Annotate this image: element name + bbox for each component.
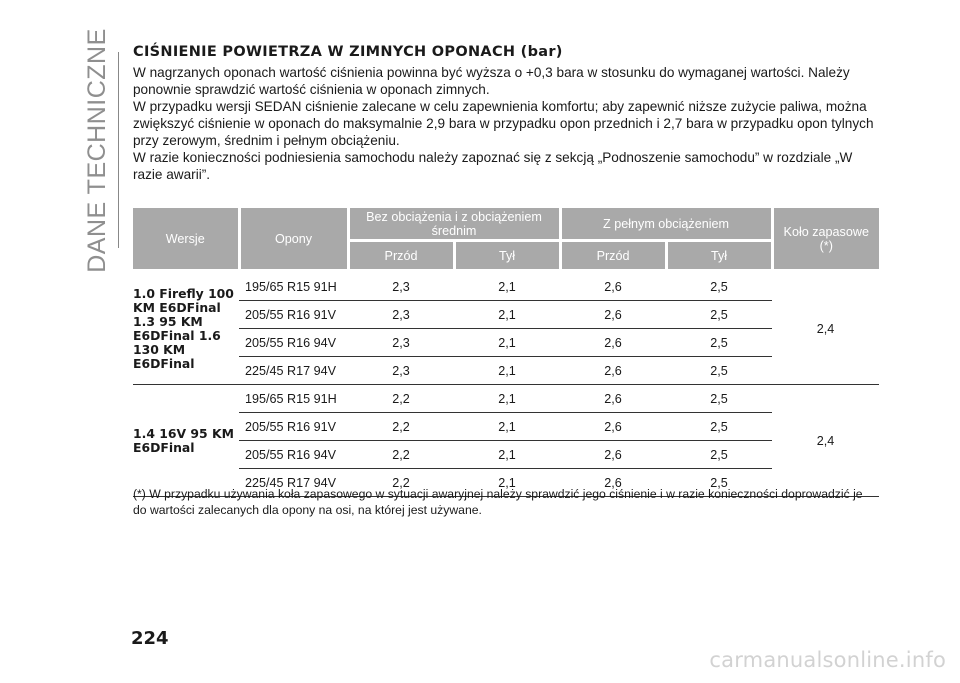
pressure-cell: 2,3 (348, 301, 454, 329)
header-versions: Wersje (133, 208, 239, 269)
pressure-cell: 2,2 (348, 469, 454, 497)
pressure-cell: 2,1 (454, 301, 560, 329)
pressure-cell: 2,1 (454, 385, 560, 413)
site-watermark: carmanualsonline.info (709, 648, 946, 672)
lifting-paragraph: W razie konieczności podniesienia samochodu należy zapoznać się z sekcją „Podnoszenie samochodu” w rozdziale „W razie awarii”. (133, 150, 853, 182)
pressure-cell: 2,5 (666, 269, 772, 301)
pressure-cell: 2,6 (560, 269, 666, 301)
pressure-cell: 2,1 (454, 357, 560, 385)
pressure-cell: 2,6 (560, 385, 666, 413)
table-row (133, 329, 879, 357)
chapter-side-tab (80, 27, 114, 273)
table-row (133, 301, 879, 329)
table-group-1 (133, 269, 879, 385)
table-row (133, 269, 879, 301)
tyre-size-cell: 205/55 R16 94V (239, 441, 348, 469)
pressure-cell: 2,3 (348, 269, 454, 301)
tyre-size-cell: 205/55 R16 94V (239, 329, 348, 357)
pressure-cell: 2,6 (560, 469, 666, 497)
header-medium-rear: Tył (454, 241, 560, 270)
pressure-cell: 2,6 (560, 441, 666, 469)
page-number: 224 (131, 628, 169, 649)
table-row (133, 385, 879, 413)
table-row (133, 413, 879, 441)
version-cell: 1.4 16V 95 KM E6DFinal (133, 385, 239, 497)
tyre-size-cell: 225/45 R17 94V (239, 469, 348, 497)
spare-pressure-cell: 2,4 (772, 385, 879, 497)
header-medium-front: Przód (348, 241, 454, 270)
pressure-cell: 2,5 (666, 385, 772, 413)
pressure-cell: 2,2 (348, 441, 454, 469)
pressure-cell: 2,6 (560, 413, 666, 441)
version-cell: 1.0 Firefly 100 KM E6DFinal 1.3 95 KM E6DFinal 1.6 130 KM E6DFinal (133, 269, 239, 385)
table-row (133, 441, 879, 469)
intro-paragraph: W nagrzanych oponach wartość ciśnienia powinna być wyższa o +0,3 bara w stosunku do wymaganej wartości. Należy ponownie sprawdzić wartość ciśnienia w oponach zimnych. (133, 65, 850, 97)
pressure-cell: 2,1 (454, 441, 560, 469)
pressure-cell: 2,1 (454, 469, 560, 497)
tyre-size-cell: 225/45 R17 94V (239, 357, 348, 385)
pressure-cell: 2,1 (454, 269, 560, 301)
pressure-cell: 2,5 (666, 413, 772, 441)
tyre-size-cell: 195/65 R15 91H (239, 269, 348, 301)
header-tyres: Opony (239, 208, 348, 269)
pressure-cell: 2,5 (666, 441, 772, 469)
section-body (133, 44, 879, 183)
pressure-cell: 2,5 (666, 301, 772, 329)
table-group-2 (133, 385, 879, 497)
tyre-size-cell: 195/65 R15 91H (239, 385, 348, 413)
pressure-cell: 2,2 (348, 385, 454, 413)
pressure-cell: 2,5 (666, 357, 772, 385)
tyre-size-cell: 205/55 R16 91V (239, 413, 348, 441)
chapter-side-rule (118, 52, 119, 248)
pressure-cell: 2,3 (348, 329, 454, 357)
pressure-cell: 2,6 (560, 357, 666, 385)
section-title: CIŚNIENIE POWIETRZA W ZIMNYCH OPONACH (bar) (133, 44, 563, 60)
header-spare-wheel: Koło zapasowe (*) (772, 208, 879, 269)
header-full-front: Przód (560, 241, 666, 270)
pressure-cell: 2,5 (666, 329, 772, 357)
spare-wheel-footnote: (*) W przypadku używania koła zapasowego w sytuacji awaryjnej należy sprawdzić jego ciśnienie i w razie konieczności doprowadzić je do wartości zalecanych dla opony na osi, na której jest używane. (133, 487, 863, 517)
chapter-side-tab-label: DANE TECHNICZNE (82, 27, 111, 273)
header-full-rear: Tył (666, 241, 772, 270)
pressure-cell: 2,3 (348, 357, 454, 385)
pressure-cell: 2,1 (454, 329, 560, 357)
pressure-cell: 2,5 (666, 469, 772, 497)
header-full-load: Z pełnym obciążeniem (560, 208, 772, 241)
sedan-paragraph: W przypadku wersji SEDAN ciśnienie zalecane w celu zapewnienia komfortu; aby zapewnić niższe zużycie paliwa, można zwiększyć ciśnienie w oponach do maksymalnie 2,9 bara w przypadku opon przednich i 2,7 bara w przypadku opon tylnych przy zerowym, średnim i pełnym obciążeniu. (133, 99, 874, 148)
pressure-cell: 2,6 (560, 329, 666, 357)
header-medium-load: Bez obciążenia i z obciążeniem średnim (348, 208, 560, 241)
table-row (133, 357, 879, 385)
pressure-cell: 2,2 (348, 413, 454, 441)
pressure-cell: 2,1 (454, 413, 560, 441)
pressure-cell: 2,6 (560, 301, 666, 329)
tyre-pressure-table (133, 208, 879, 497)
spare-pressure-cell: 2,4 (772, 269, 879, 385)
tyre-size-cell: 205/55 R16 91V (239, 301, 348, 329)
